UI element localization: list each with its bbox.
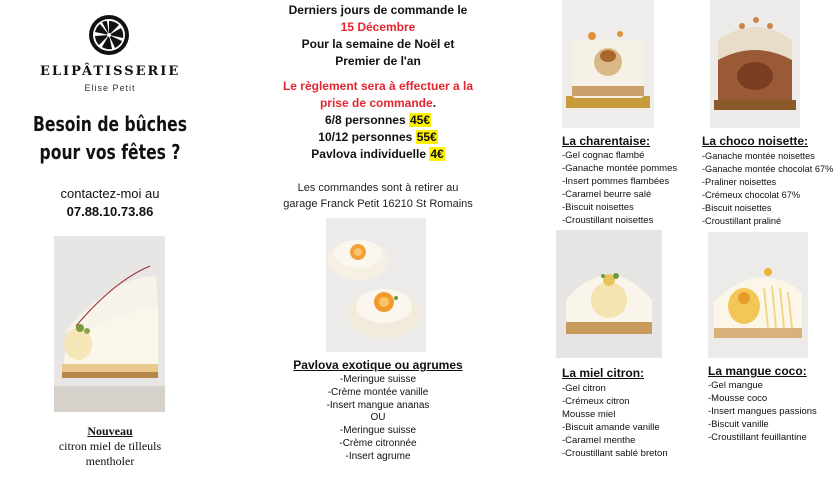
price-label: 10/12 personnes [318,130,413,144]
cake-title-charentaise: La charentaise: [562,134,651,148]
ingredient-item: -Crème montée vanille [327,386,429,398]
new-product-line: citron miel de tilleuls [58,439,162,453]
price-label: 6/8 personnes [324,113,406,127]
pickup-line: Les commandes sont à retirer au [297,182,459,194]
ingredient-item: -Meringue suisse [339,425,417,437]
ingredient-item: -Croustillant praliné [702,215,782,226]
ingredient-item: -Biscuit amande vanille [562,421,660,433]
new-product-line: mentholer [85,454,135,468]
citrus-logo-icon [88,14,130,56]
payment-line: prise de commande [319,96,433,110]
cake-ingredients [708,380,817,445]
brand-name: ELIPÂTISSERIE [40,64,181,79]
ingredient-item: -Insert agrume [345,450,411,462]
ingredient-item: -Meringue suisse [339,374,417,385]
brand-owner: Elise Petit [84,83,136,93]
miel-citron-photo [556,230,662,358]
price-value: 55€ [416,130,437,144]
ingredient-item: -Crémeux chocolat 67% [702,189,801,200]
new-product-description [20,439,200,469]
new-cake-photo [54,236,165,412]
price-row [268,146,488,163]
cake-ingredients [702,150,833,227]
ingredient-item: -Caramel beurre salé [562,188,652,200]
deadline-date: 15 Décembre [340,20,416,34]
ingredient-item: -Biscuit vanille [708,418,769,430]
ingredient-item: OU [370,412,386,424]
headline-line: pour vos fêtes ? [39,140,181,164]
new-product-label: Nouveau [87,424,133,438]
pickup-info [268,180,488,212]
charentaise-photo [562,0,654,128]
cake-ingredients [562,383,668,460]
headline [32,110,188,166]
ingredient-item: -Insert pommes flambées [562,175,670,187]
cake-title-choco-noisette: La choco noisette: [702,134,809,148]
pickup-line: garage Franck Petit 16210 St Romains [283,198,473,210]
cake-ingredients [562,150,677,227]
pavlova-photo [326,218,426,352]
ingredient-item: -Insert mangues passions [708,405,817,417]
choco-noisette-photo [710,0,800,128]
payment-line-wrap [268,95,488,112]
deadline-line: Premier de l'an [335,54,421,68]
ingredient-item: -Ganache montée noisettes [702,151,815,161]
payment-dot: . [432,96,437,110]
deadline-line: Pour la semaine de Noël et [301,37,455,51]
phone-number: 07.88.10.73.86 [66,204,154,219]
pavlova-ingredients [268,374,488,464]
ingredient-item: -Gel citron [562,383,606,394]
cake-title-miel-citron: La miel citron: [562,366,645,380]
payment-notice [268,78,488,112]
ingredient-item: -Mousse coco [708,392,768,404]
ingredient-item: -Ganache montée chocolat 67% [702,163,834,174]
ingredient-item: Mousse miel [562,408,616,420]
ingredient-item: -Ganache montée pommes [562,162,678,174]
ingredient-item: -Praliner noisettes [702,176,777,187]
ingredient-item: -Gel mangue [708,380,763,391]
price-label: Pavlova individuelle [311,147,426,161]
pavlova-title: Pavlova exotique ou agrumes [293,358,463,372]
price-row [268,129,488,146]
ingredient-item: -Caramel menthe [562,434,636,446]
price-value: 4€ [430,147,444,161]
headline-line: Besoin de bûches [32,112,188,136]
payment-line: Le règlement sera à effectuer a la [282,79,474,93]
ingredient-item: -Biscuit noisettes [702,202,772,213]
order-deadline [268,2,488,70]
cake-title-mangue-coco: La mangue coco: [708,364,807,378]
ingredient-item: -Crème citronnée [339,437,417,449]
ingredient-item: -Croustillant sablé breton [562,447,668,459]
ingredient-item: -Biscuit noisettes [562,201,634,213]
mangue-coco-photo [708,232,808,358]
ingredient-item: -Gel cognac flambé [562,150,645,161]
price-value: 45€ [410,113,431,127]
contact-label: contactez-moi au [60,186,160,201]
price-list [268,112,488,163]
ingredient-item: -Crémeux citron [562,395,630,407]
ingredient-item: -Croustillant feuillantine [708,431,807,443]
ingredient-item: -Insert mangue ananas [326,399,430,411]
deadline-line: Derniers jours de commande le [288,3,468,17]
ingredient-item: -Croustillant noisettes [562,214,654,226]
price-row [268,112,488,129]
